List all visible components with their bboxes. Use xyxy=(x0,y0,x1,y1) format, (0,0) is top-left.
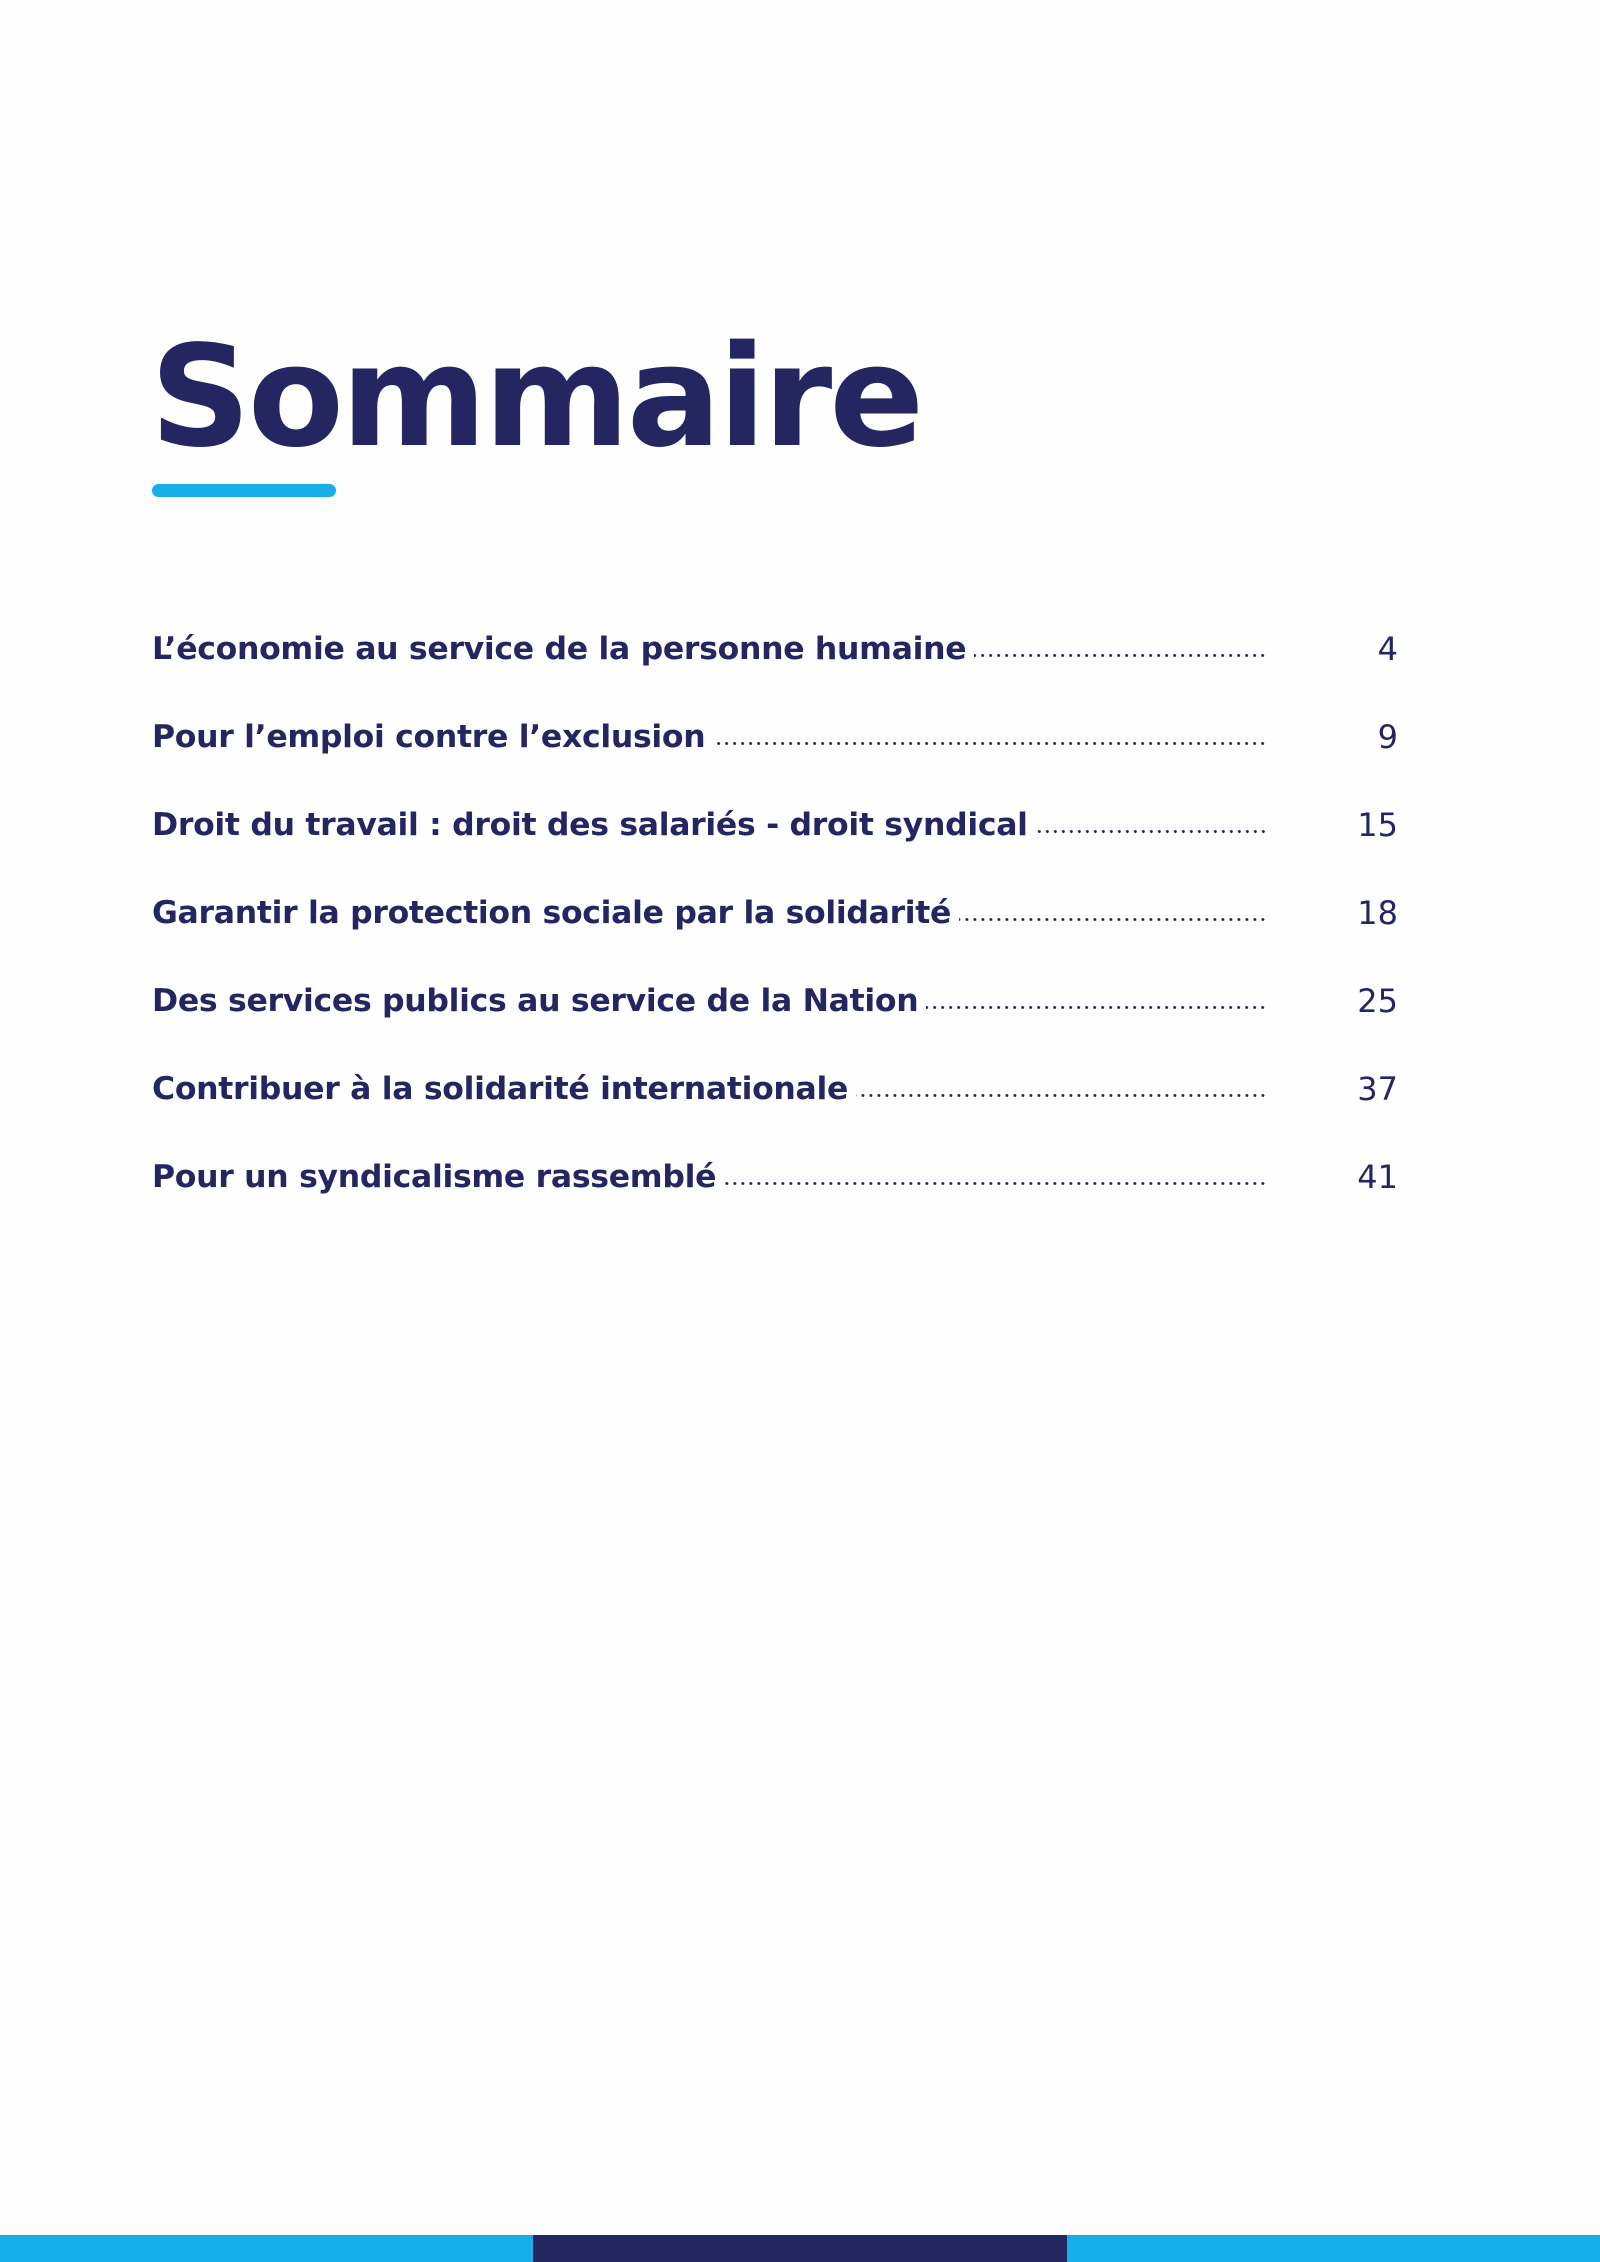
toc-entry-title: Droit du travail : droit des salariés - droit syndical xyxy=(152,807,1028,843)
toc-page-number: 41 xyxy=(1357,1158,1398,1196)
toc-entry-title: Contribuer à la solidarité internationale xyxy=(152,1071,849,1107)
toc-entry-title: Pour l’emploi contre l’exclusion xyxy=(152,719,706,755)
toc-entry[interactable] xyxy=(152,1045,1398,1133)
toc-entry-title: Pour un syndicalisme rassemblé xyxy=(152,1159,717,1195)
dot-leader xyxy=(974,654,1267,657)
toc-entry-title: Garantir la protection sociale par la solidarité xyxy=(152,895,952,931)
dot-leader xyxy=(856,1094,1267,1097)
toc-page-number: 25 xyxy=(1357,982,1398,1020)
footer-bar-left xyxy=(0,2235,533,2262)
toc-page-number: 9 xyxy=(1377,718,1398,756)
toc-entry[interactable] xyxy=(152,781,1398,869)
toc-entry-main xyxy=(152,631,1267,667)
toc-entry[interactable] xyxy=(152,693,1398,781)
dot-leader xyxy=(713,742,1267,745)
footer-bar-center xyxy=(533,2235,1067,2262)
dot-leader xyxy=(1036,830,1267,833)
toc-page-number: 4 xyxy=(1377,630,1398,668)
toc-entry[interactable] xyxy=(152,869,1398,957)
dot-leader xyxy=(926,1006,1267,1009)
toc-entry-main xyxy=(152,895,1267,931)
footer-color-bar xyxy=(0,2235,1600,2262)
title-underline xyxy=(152,484,336,497)
page-title: Sommaire xyxy=(150,316,922,479)
table-of-contents xyxy=(152,605,1398,1221)
toc-entry-title: Des services publics au service de la Nation xyxy=(152,983,919,1019)
toc-entry[interactable] xyxy=(152,605,1398,693)
toc-page-number: 37 xyxy=(1357,1070,1398,1108)
toc-entry-title: L’économie au service de la personne humaine xyxy=(152,631,967,667)
toc-entry[interactable] xyxy=(152,1133,1398,1221)
toc-page-number: 18 xyxy=(1357,894,1398,932)
toc-entry[interactable] xyxy=(152,957,1398,1045)
toc-entry-main xyxy=(152,719,1267,755)
toc-entry-main xyxy=(152,1071,1267,1107)
toc-page-number: 15 xyxy=(1357,806,1398,844)
dot-leader xyxy=(724,1182,1267,1185)
toc-entry-main xyxy=(152,807,1267,843)
toc-entry-main xyxy=(152,983,1267,1019)
dot-leader xyxy=(959,918,1267,921)
toc-entry-main xyxy=(152,1159,1267,1195)
footer-bar-right xyxy=(1067,2235,1600,2262)
